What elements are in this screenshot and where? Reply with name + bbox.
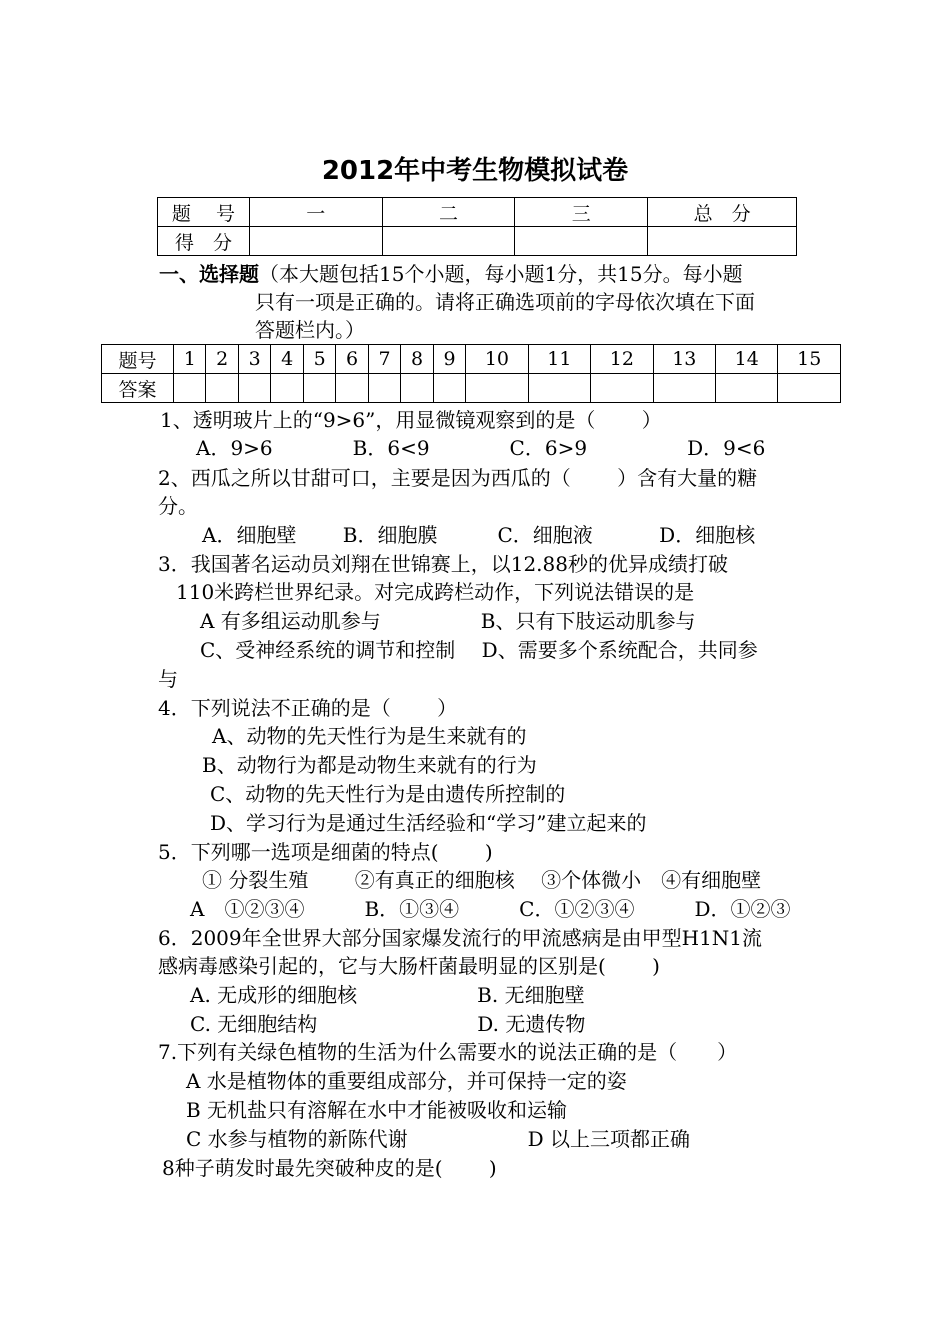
question-5-items: ① 分裂生殖 ②有真正的细胞核 ③个体微小 ④有细胞壁 bbox=[202, 868, 762, 892]
answer-cell[interactable] bbox=[433, 374, 465, 403]
score-table bbox=[157, 197, 797, 256]
score-header-cell: 三 bbox=[515, 198, 648, 227]
question-5-options: A ①②③④ B．①③④ C．①②③④ D．①②③ bbox=[190, 897, 791, 921]
answer-cell[interactable] bbox=[206, 374, 238, 403]
answer-number-row bbox=[102, 345, 841, 374]
question-7-option-a: A 水是植物体的重要组成部分，并可保持一定的姿 bbox=[186, 1069, 627, 1093]
answer-header-label: 题号 bbox=[102, 345, 174, 374]
answer-number-cell: 5 bbox=[303, 345, 335, 374]
score-header-cell: 题 号 bbox=[158, 198, 250, 227]
section-intro: （本大题包括15个小题，每小题1分，共15分。每小题 bbox=[259, 262, 743, 286]
answer-number-cell: 15 bbox=[778, 345, 841, 374]
section-heading-line bbox=[159, 260, 743, 288]
answer-label: 答案 bbox=[102, 374, 174, 403]
answer-number-cell: 9 bbox=[433, 345, 465, 374]
answer-cell[interactable] bbox=[653, 374, 715, 403]
question-6-options-cd: C. 无细胞结构 D. 无遗传物 bbox=[190, 1012, 586, 1036]
answer-cell[interactable] bbox=[303, 374, 335, 403]
answer-cell[interactable] bbox=[174, 374, 206, 403]
section-heading: 一、选择题 bbox=[159, 262, 259, 286]
question-4-option-b: B、动物行为都是动物生来就有的行为 bbox=[202, 753, 537, 777]
answer-cell[interactable] bbox=[401, 374, 433, 403]
page-title: 2012年中考生物模拟试卷 bbox=[321, 156, 629, 186]
score-header-row bbox=[158, 198, 797, 227]
score-header-cell: 二 bbox=[382, 198, 515, 227]
question-1-options: A．9>6 B．6<9 C．6>9 D．9<6 bbox=[196, 436, 766, 460]
question-3: 3．我国著名运动员刘翔在世锦赛上，以12.88秒的优异成绩打破 bbox=[158, 552, 728, 576]
question-2: 2、西瓜之所以甘甜可口，主要是因为西瓜的（ ）含有大量的糖 bbox=[158, 466, 758, 490]
answer-table bbox=[101, 344, 841, 403]
answer-cell[interactable] bbox=[716, 374, 778, 403]
answer-number-cell: 11 bbox=[528, 345, 590, 374]
question-7-options-cd: C 水参与植物的新陈代谢 D 以上三项都正确 bbox=[186, 1127, 691, 1151]
answer-number-cell: 3 bbox=[238, 345, 270, 374]
question-4-option-d: D、学习行为是通过生活经验和“学习”建立起来的 bbox=[210, 811, 647, 835]
answer-cell[interactable] bbox=[466, 374, 528, 403]
answer-number-cell: 7 bbox=[368, 345, 400, 374]
question-3-options-cd: C、受神经系统的调节和控制 D、需要多个系统配合，共同参 bbox=[200, 638, 758, 662]
question-5: 5．下列哪一选项是细菌的特点( ) bbox=[158, 840, 493, 864]
answer-cell[interactable] bbox=[368, 374, 400, 403]
answer-number-cell: 4 bbox=[271, 345, 303, 374]
answer-number-cell: 13 bbox=[653, 345, 715, 374]
score-cell[interactable] bbox=[515, 227, 648, 256]
question-2-cont: 分。 bbox=[158, 494, 198, 518]
question-1: 1、透明玻片上的“9>6”，用显微镜观察到的是（ ） bbox=[160, 408, 662, 432]
score-header-cell: 一 bbox=[249, 198, 382, 227]
answer-number-cell: 2 bbox=[206, 345, 238, 374]
score-label-cell: 得 分 bbox=[158, 227, 250, 256]
answer-cell[interactable] bbox=[238, 374, 270, 403]
answer-row bbox=[102, 374, 841, 403]
score-cell[interactable] bbox=[249, 227, 382, 256]
section-intro: 只有一项是正确的。请将正确选项前的字母依次填在下面 bbox=[255, 290, 755, 314]
answer-cell[interactable] bbox=[591, 374, 653, 403]
question-3-cont: 110米跨栏世界纪录。对完成跨栏动作，下列说法错误的是 bbox=[176, 580, 695, 604]
question-4: 4．下列说法不正确的是（ ） bbox=[158, 696, 458, 720]
score-header-cell: 总 分 bbox=[648, 198, 797, 227]
question-2-options: A．细胞壁 B．细胞膜 C．细胞液 D．细胞核 bbox=[202, 523, 756, 547]
question-6-options-ab: A. 无成形的细胞核 B. 无细胞壁 bbox=[190, 983, 585, 1007]
answer-number-cell: 14 bbox=[716, 345, 778, 374]
answer-number-cell: 6 bbox=[336, 345, 368, 374]
question-7: 7.下列有关绿色植物的生活为什么需要水的说法正确的是（ ） bbox=[158, 1040, 738, 1064]
section-intro: 答题栏内。） bbox=[255, 318, 365, 342]
question-4-option-c: C、动物的先天性行为是由遗传所控制的 bbox=[210, 782, 566, 806]
question-8: 8种子萌发时最先突破种皮的是( ) bbox=[162, 1156, 497, 1180]
answer-cell[interactable] bbox=[778, 374, 841, 403]
question-7-option-b: B 无机盐只有溶解在水中才能被吸收和运输 bbox=[186, 1098, 568, 1122]
question-6-cont: 感病毒感染引起的，它与大肠杆菌最明显的区别是( ) bbox=[158, 954, 660, 978]
score-cell[interactable] bbox=[382, 227, 515, 256]
answer-number-cell: 1 bbox=[174, 345, 206, 374]
answer-number-cell: 12 bbox=[591, 345, 653, 374]
question-3-options-ab: A 有多组运动肌参与 B、只有下肢运动肌参与 bbox=[200, 609, 696, 633]
score-value-row bbox=[158, 227, 797, 256]
answer-number-cell: 10 bbox=[466, 345, 528, 374]
question-4-option-a: A、动物的先天性行为是生来就有的 bbox=[212, 724, 527, 748]
answer-cell[interactable] bbox=[336, 374, 368, 403]
answer-cell[interactable] bbox=[528, 374, 590, 403]
answer-cell[interactable] bbox=[271, 374, 303, 403]
question-6: 6．2009年全世界大部分国家爆发流行的甲流感病是由甲型H1N1流 bbox=[158, 926, 763, 950]
question-3-options-cont: 与 bbox=[158, 667, 178, 691]
answer-number-cell: 8 bbox=[401, 345, 433, 374]
score-cell[interactable] bbox=[648, 227, 797, 256]
